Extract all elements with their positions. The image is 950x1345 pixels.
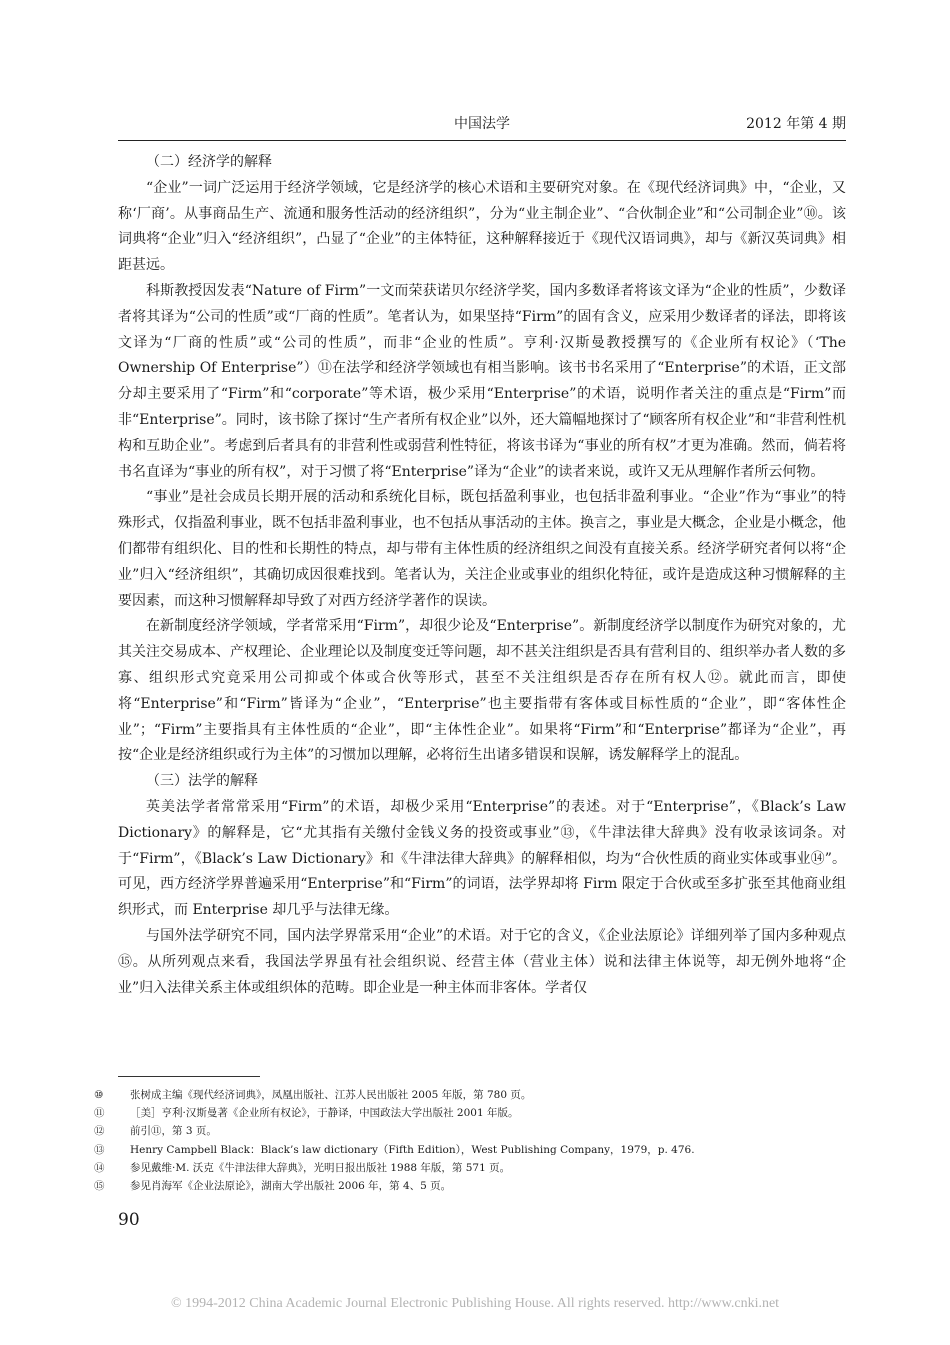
footnote-text: Henry Campbell Black：Black’s law dictionary（Fifth Edition），West Publishing Company，1979，p. 476.: [130, 1143, 695, 1156]
footnote-text: ［美］亨利·汉斯曼著《企业所有权论》，于静译，中国政法大学出版社 2001 年版。: [130, 1107, 519, 1120]
running-header: [118, 112, 846, 136]
paragraph: 在新制度经济学领域，学者常采用“Firm”，却很少论及“Enterprise”。新制度经济学以制度作为研究对象的，尤其关注交易成本、产权理论、企业理论以及制度变迁等问题，却不甚关注组织是否具有营利目的、组织举办者人数的多寡、组织形式究竟采用公司抑或个体或合伙等形式，甚至不关注组织是否存在所有权人⑫。就此而言，即使将“Enterprise”和“Firm”皆译为“企业”，“Enterprise”也主要指带有客体或目标性质的“企业”，即“客体性企业”；“Firm”主要指具有主体性质的“企业”，即“主体性企业”。如果将“Firm”和“Enterprise”都译为“企业”，再按“企业是经济组织或行为主体”的习惯加以理解，必将衍生出诸多错误和误解，诱发解释学上的混乱。: [118, 618, 846, 764]
paragraph: “企业”一词广泛运用于经济学领域，它是经济学的核心术语和主要研究对象。在《现代经济词典》中，“企业，又称‘厂商’。从事商品生产、流通和服务性活动的经济组织”，分为“业主制企业”、“合伙制企业”和“公司制企业”⑩。该词典将“企业”归入“经济组织”，凸显了“企业”的主体特征，这种解释接近于《现代汉语词典》，却与《新汉英词典》相距甚远。: [118, 179, 846, 274]
paragraph: “事业”是社会成员长期开展的活动和系统化目标，既包括盈利事业，也包括非盈利事业。“企业”作为“事业”的特殊形式，仅指盈利事业，既不包括非盈利事业，也不包括从事活动的主体。换言之，事业是大概念，企业是小概念，他们都带有组织化、目的性和长期性的特点，却与带有主体性质的经济组织之间没有直接关系。经济学研究者何以将“企业”归入“经济组织”，其确切成因很难找到。笔者认为，关注企业或事业的组织化特征，或许是造成这种习惯解释的主要因素，而这种习惯解释却导致了对西方经济学著作的误读。: [118, 489, 846, 609]
footnotes: [94, 1086, 854, 1195]
footnote-mark: ⑩: [94, 1089, 104, 1101]
footnote: [94, 1141, 854, 1159]
footnote-mark: ⑭: [94, 1161, 105, 1174]
footnote-mark: ⑫: [94, 1125, 105, 1138]
copyright-footer: © 1994-2012 China Academic Journal Electronic Publishing House. All rights reserved. http://www.cnki.net: [170, 1296, 780, 1311]
footnote-mark: ⑮: [94, 1180, 105, 1193]
section-heading: （三）法学的解释: [146, 773, 258, 790]
paragraph: 英美法学者常常采用“Firm”的术语，却极少采用“Enterprise”的表述。对于“Enterprise”，《Black’s Law Dictionary》的解释是，它“尤其指有关缴付金钱义务的投资或事业”⑬，《牛津法律大辞典》没有收录该词条。对于“Firm”，《Black’s Law Dictionary》和《牛津法律大辞典》的解释相似，均为“合伙性质的商业实体或事业⑭”。可见，西方经济学界普遍采用“Enterprise”和“Firm”的词语，法学界却将 Firm 限定于合伙或至多扩张至其他商业组织形式，而 Enterprise 却几乎与法律无缘。: [118, 798, 846, 919]
journal-name: 中国法学: [454, 116, 510, 132]
footnote-text: 参见戴维·M. 沃克《牛津法律大辞典》，光明日报出版社 1988 年版，第 571 页。: [130, 1161, 511, 1174]
footnote-text: 参见肖海军《企业法原论》，湖南大学出版社 2006 年，第 4、5 页。: [130, 1180, 452, 1193]
footnote: [94, 1122, 854, 1140]
paragraph: 与国外法学研究不同，国内法学界常采用“企业”的术语。对于它的含义，《企业法原论》详细列举了国内多种观点⑮。从所列观点来看，我国法学界虽有社会组织说、经营主体（营业主体）说和法律主体说等，却无例外地将“企业”归入法律关系主体或组织体的范畴。即企业是一种主体而非客体。学者仅: [118, 927, 846, 996]
main-text: [118, 150, 846, 1001]
page-number: 90: [118, 1210, 140, 1230]
footnote-rule: [118, 1076, 260, 1077]
header-rule: [118, 140, 846, 141]
issue-number: 2012 年第 4 期: [746, 116, 846, 132]
footnote-mark: ⑬: [94, 1143, 105, 1156]
footnote: [94, 1177, 854, 1195]
paragraph: 科斯教授因发表“Nature of Firm”一文而荣获诺贝尔经济学奖，国内多数译者将该文译为“企业的性质”，少数译者将其译为“公司的性质”或“厂商的性质”。笔者认为，如果坚持“Firm”的固有含义，应采用少数译者的译法，即将该文译为“厂商的性质”或“公司的性质”，而非“企业的性质”。亨利·汉斯曼教授撰写的《企业所有权论》（‘The Ownership Of Enterprise”）⑪在法学和经济学领域也有相当影响。该书书名采用了“Enterprise”的术语，正文部分却主要采用了“Firm”和“corporate”等术语，极少采用“Enterprise”的术语，说明作者关注的重点是“Firm”而非“Enterprise”。同时，该书除了探讨“生产者所有权企业”以外，还大篇幅地探讨了“顾客所有权企业”和“非营利性机构和互助企业”。考虑到后者具有的非营利性或弱营利性特征，将该书译为“事业的所有权”才更为准确。然而，倘若将书名直译为“事业的所有权”，对于习惯了将“Enterprise”译为“企业”的读者来说，或许又无从理解作者所云何物。: [118, 282, 846, 480]
footnote: [94, 1086, 854, 1104]
footnote-text: 前引⑪，第 3 页。: [130, 1125, 217, 1138]
footnote-mark: ⑪: [94, 1107, 105, 1120]
footnote: [94, 1159, 854, 1177]
footnote: [94, 1104, 854, 1122]
footnote-text: 张树成主编《现代经济词典》，凤凰出版社、江苏人民出版社 2005 年版，第 780 页。: [130, 1089, 532, 1101]
section-heading: （二）经济学的解释: [146, 154, 272, 170]
